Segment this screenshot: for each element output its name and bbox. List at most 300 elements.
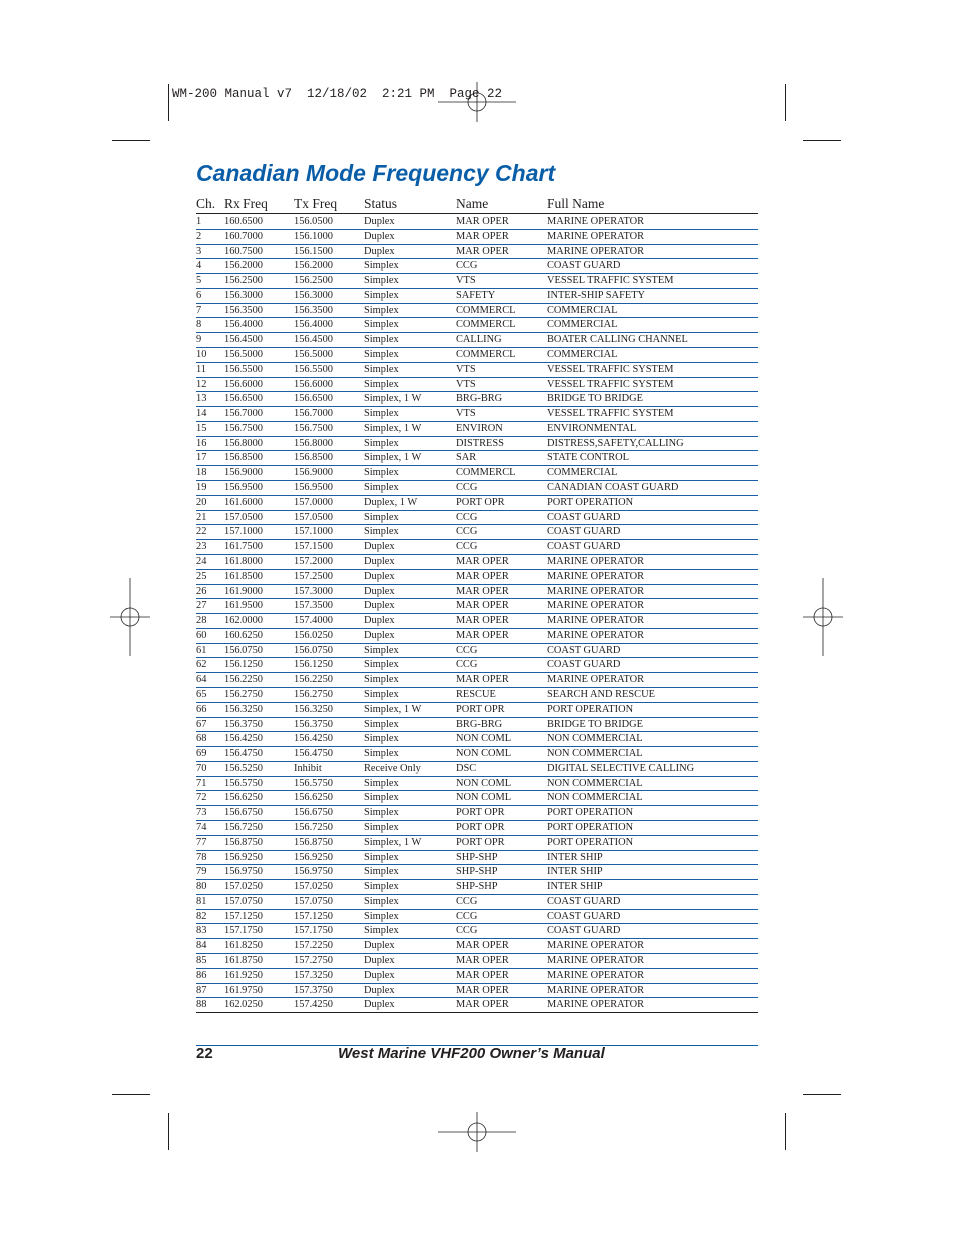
table-row: [196, 836, 758, 851]
cell-name: NON COML: [456, 733, 512, 745]
table-row: [196, 555, 758, 570]
cell-status: Simplex: [364, 408, 399, 420]
table-row: [196, 466, 758, 481]
cell-name: SAFETY: [456, 289, 496, 301]
crop-mark: [785, 1113, 786, 1150]
cell-name: CCG: [456, 526, 478, 538]
cell-rx-freq: 156.9500: [224, 482, 263, 494]
cell-rx-freq: 160.7500: [224, 245, 263, 257]
cell-channel: 77: [196, 836, 207, 848]
table-row: [196, 777, 758, 792]
cell-name: VTS: [456, 275, 476, 287]
cell-channel: 80: [196, 881, 207, 893]
cell-status: Simplex: [364, 910, 399, 922]
cell-status: Simplex, 1 W: [364, 703, 422, 715]
table-row: [196, 378, 758, 393]
cell-tx-freq: 156.4500: [294, 334, 333, 346]
cell-channel: 23: [196, 541, 207, 553]
cell-rx-freq: 156.6500: [224, 393, 263, 405]
table-row: [196, 644, 758, 659]
cell-status: Simplex: [364, 289, 399, 301]
cell-name: COMMERCL: [456, 304, 516, 316]
table-row: [196, 747, 758, 762]
cell-status: Simplex: [364, 851, 399, 863]
cell-full-name: MARINE OPERATOR: [547, 999, 645, 1011]
cell-rx-freq: 156.6000: [224, 378, 263, 390]
cell-channel: 69: [196, 748, 207, 760]
cell-name: NON COML: [456, 777, 512, 789]
cell-full-name: SEARCH AND RESCUE: [547, 688, 655, 700]
table-row: [196, 525, 758, 540]
cell-rx-freq: 161.8250: [224, 940, 263, 952]
table-row: [196, 481, 758, 496]
cell-tx-freq: 156.3750: [294, 718, 333, 730]
cell-name: MAR OPER: [456, 955, 509, 966]
cell-status: Simplex: [364, 895, 399, 907]
cell-rx-freq: 157.0750: [224, 895, 263, 907]
cell-status: Simplex: [364, 674, 399, 686]
cell-rx-freq: 161.8500: [224, 570, 263, 582]
cell-name: MAR OPER: [456, 600, 509, 612]
cell-rx-freq: 161.6000: [224, 496, 263, 508]
cell-full-name: MARINE OPERATOR: [547, 600, 645, 612]
cell-status: Simplex: [364, 334, 399, 346]
cell-full-name: COAST GUARD: [547, 910, 621, 922]
table-row: [196, 245, 758, 260]
cell-full-name: INTER SHIP: [547, 851, 603, 863]
cell-full-name: VESSEL TRAFFIC SYSTEM: [547, 378, 674, 390]
cell-tx-freq: 156.6500: [294, 393, 333, 405]
cell-status: Simplex: [364, 925, 399, 937]
header-rule: [196, 213, 758, 214]
cell-status: Simplex: [364, 319, 399, 331]
cell-tx-freq: 157.1500: [294, 541, 333, 553]
cell-tx-freq: 156.9250: [294, 851, 333, 863]
table-row: [196, 984, 758, 999]
cell-rx-freq: 156.0750: [224, 644, 263, 656]
cell-name: MAR OPER: [456, 629, 509, 641]
cell-status: Simplex: [364, 482, 399, 494]
table-row: [196, 851, 758, 866]
cell-status: Duplex: [364, 230, 395, 242]
cell-status: Duplex: [364, 245, 395, 257]
registration-mark-icon: [438, 82, 516, 122]
cell-name: MAR OPER: [456, 585, 509, 597]
cell-tx-freq: 157.2500: [294, 570, 333, 582]
cell-channel: 17: [196, 452, 207, 464]
cell-full-name: MARINE OPERATOR: [547, 570, 645, 582]
table-row: [196, 732, 758, 747]
table-row: [196, 821, 758, 836]
cell-rx-freq: 160.7000: [224, 230, 263, 242]
cell-rx-freq: 156.2000: [224, 260, 263, 272]
table-row: [196, 939, 758, 954]
cell-tx-freq: 157.1250: [294, 910, 333, 922]
cell-status: Simplex: [364, 777, 399, 789]
cell-name: NON COML: [456, 792, 512, 804]
cell-name: CCG: [456, 541, 478, 553]
cell-channel: 24: [196, 555, 207, 567]
cell-status: Simplex, 1 W: [364, 422, 422, 434]
table-row: [196, 392, 758, 407]
cell-rx-freq: 156.1250: [224, 659, 263, 671]
cell-status: Duplex: [364, 999, 395, 1011]
cell-channel: 87: [196, 984, 207, 996]
cell-full-name: DIGITAL SELECTIVE CALLING: [547, 762, 695, 774]
cell-tx-freq: 156.7000: [294, 408, 333, 420]
table-row: [196, 540, 758, 555]
cell-channel: 3: [196, 245, 202, 257]
cell-rx-freq: 156.9250: [224, 851, 263, 863]
cell-status: Simplex: [364, 881, 399, 893]
cell-name: MAR OPER: [456, 570, 509, 582]
cell-full-name: MARINE OPERATOR: [547, 230, 645, 242]
cell-name: CCG: [456, 910, 478, 922]
cell-tx-freq: 156.9750: [294, 866, 333, 878]
cell-rx-freq: 157.1000: [224, 526, 263, 538]
cell-rx-freq: 157.0500: [224, 511, 263, 523]
cell-full-name: MARINE OPERATOR: [547, 940, 645, 952]
cell-tx-freq: 156.0750: [294, 644, 333, 656]
page-number: 22: [196, 1045, 213, 1062]
cell-status: Simplex: [364, 688, 399, 700]
cell-full-name: COAST GUARD: [547, 895, 621, 907]
registration-mark-icon: [803, 578, 843, 656]
crop-mark: [112, 1094, 150, 1095]
cell-full-name: STATE CONTROL: [547, 452, 630, 464]
cell-full-name: INTER SHIP: [547, 866, 603, 878]
cell-full-name: MARINE OPERATOR: [547, 969, 645, 981]
cell-tx-freq: 156.3500: [294, 304, 333, 316]
cell-tx-freq: 156.7250: [294, 821, 333, 833]
cell-status: Simplex, 1 W: [364, 452, 422, 464]
cell-rx-freq: 156.5000: [224, 349, 263, 361]
cell-channel: 9: [196, 334, 202, 346]
cell-status: Duplex: [364, 615, 395, 627]
cell-channel: 73: [196, 807, 207, 819]
cell-full-name: NON COMMERCIAL: [547, 792, 643, 804]
table-row: [196, 924, 758, 939]
cell-channel: 6: [196, 289, 202, 301]
cell-rx-freq: 162.0250: [224, 999, 263, 1011]
cell-status: Simplex: [364, 437, 399, 449]
cell-status: Simplex: [364, 511, 399, 523]
cell-tx-freq: 157.3000: [294, 585, 333, 597]
cell-channel: 82: [196, 910, 207, 922]
cell-rx-freq: 156.4500: [224, 334, 263, 346]
table-row: [196, 791, 758, 806]
cell-tx-freq: 157.0750: [294, 895, 333, 907]
cell-channel: 1: [196, 216, 202, 227]
cell-full-name: BRIDGE TO BRIDGE: [547, 393, 644, 405]
cell-tx-freq: 156.2750: [294, 688, 333, 700]
cell-rx-freq: 156.3500: [224, 304, 263, 316]
cell-channel: 10: [196, 349, 207, 361]
table-row: [196, 363, 758, 378]
cell-channel: 67: [196, 718, 207, 730]
cell-name: PORT OPR: [456, 807, 505, 819]
cell-channel: 16: [196, 437, 207, 449]
table-row: [196, 422, 758, 437]
cell-tx-freq: 156.9000: [294, 467, 333, 479]
cell-full-name: MARINE OPERATOR: [547, 216, 645, 227]
cell-rx-freq: 156.6250: [224, 792, 263, 804]
cell-status: Simplex: [364, 275, 399, 287]
cell-full-name: BOATER CALLING CHANNEL: [547, 334, 688, 346]
cell-rx-freq: 156.2500: [224, 275, 263, 287]
cell-status: Duplex: [364, 555, 395, 567]
cell-full-name: PORT OPERATION: [547, 496, 634, 508]
cell-name: SAR: [456, 452, 477, 464]
cell-rx-freq: 160.6500: [224, 216, 263, 227]
cell-rx-freq: 156.9750: [224, 866, 263, 878]
cell-full-name: COAST GUARD: [547, 526, 621, 538]
cell-tx-freq: 156.1500: [294, 245, 333, 257]
cell-full-name: MARINE OPERATOR: [547, 955, 645, 966]
cell-name: MAR OPER: [456, 984, 509, 996]
cell-tx-freq: 157.4000: [294, 615, 333, 627]
cell-name: CCG: [456, 644, 478, 656]
cell-tx-freq: 156.3250: [294, 703, 333, 715]
cell-rx-freq: 161.8750: [224, 955, 263, 966]
cell-tx-freq: 157.0000: [294, 496, 333, 508]
cell-status: Simplex: [364, 378, 399, 390]
cell-tx-freq: 156.2000: [294, 260, 333, 272]
cell-rx-freq: 156.2750: [224, 688, 263, 700]
cell-tx-freq: 156.1000: [294, 230, 333, 242]
cell-name: DISTRESS: [456, 437, 504, 449]
cell-tx-freq: 156.9500: [294, 482, 333, 494]
cell-name: RESCUE: [456, 688, 496, 700]
cell-channel: 70: [196, 762, 207, 774]
cell-status: Duplex: [364, 955, 395, 966]
table-row: [196, 762, 758, 777]
cell-channel: 79: [196, 866, 207, 878]
cell-channel: 71: [196, 777, 207, 789]
cell-name: MAR OPER: [456, 940, 509, 952]
cell-channel: 5: [196, 275, 202, 287]
table-row: [196, 954, 758, 969]
cell-status: Simplex: [364, 733, 399, 745]
cell-channel: 11: [196, 363, 207, 375]
cell-status: Duplex: [364, 984, 395, 996]
cell-status: Simplex: [364, 467, 399, 479]
cell-channel: 26: [196, 585, 207, 597]
cell-name: COMMERCL: [456, 319, 516, 331]
cell-status: Simplex: [364, 718, 399, 730]
cell-rx-freq: 156.3000: [224, 289, 263, 301]
table-row: [196, 688, 758, 703]
cell-channel: 85: [196, 955, 207, 966]
cell-full-name: VESSEL TRAFFIC SYSTEM: [547, 363, 674, 375]
cell-rx-freq: 156.8500: [224, 452, 263, 464]
column-header-rx-freq: Rx Freq: [224, 196, 268, 211]
registration-mark-icon: [438, 1112, 516, 1152]
cell-channel: 13: [196, 393, 207, 405]
cell-name: BRG-BRG: [456, 393, 503, 405]
cell-name: ENVIRON: [456, 422, 503, 434]
cell-full-name: ENVIRONMENTAL: [547, 422, 637, 434]
cell-rx-freq: 161.9000: [224, 585, 263, 597]
cell-status: Simplex: [364, 260, 399, 272]
cell-channel: 66: [196, 703, 207, 715]
cell-name: CCG: [456, 482, 478, 494]
cell-full-name: CANADIAN COAST GUARD: [547, 482, 679, 494]
cell-rx-freq: 160.6250: [224, 629, 263, 641]
cell-channel: 65: [196, 688, 207, 700]
cell-tx-freq: 156.0250: [294, 629, 333, 641]
cell-full-name: NON COMMERCIAL: [547, 748, 643, 760]
cell-channel: 64: [196, 674, 207, 686]
table-row: [196, 969, 758, 984]
cell-channel: 68: [196, 733, 207, 745]
cell-tx-freq: Inhibit: [294, 762, 322, 774]
cell-channel: 60: [196, 629, 207, 641]
crop-mark: [112, 140, 150, 141]
table-row: [196, 865, 758, 880]
cell-full-name: COAST GUARD: [547, 644, 621, 656]
cell-full-name: COMMERCIAL: [547, 304, 618, 316]
cell-name: MAR OPER: [456, 615, 509, 627]
cell-tx-freq: 157.0500: [294, 511, 333, 523]
table-row: [196, 259, 758, 274]
cell-name: VTS: [456, 363, 476, 375]
cell-rx-freq: 156.4250: [224, 733, 263, 745]
crop-mark: [803, 140, 841, 141]
cell-tx-freq: 156.2500: [294, 275, 333, 287]
column-header-name: Name: [456, 196, 489, 211]
cell-channel: 74: [196, 821, 207, 833]
cell-rx-freq: 156.7000: [224, 408, 263, 420]
cell-name: CCG: [456, 895, 478, 907]
cell-status: Simplex: [364, 304, 399, 316]
table-row: [196, 318, 758, 333]
table-row: [196, 895, 758, 910]
cell-full-name: COAST GUARD: [547, 925, 621, 937]
table-row: [196, 614, 758, 629]
table-row: [196, 304, 758, 319]
cell-name: MAR OPER: [456, 999, 509, 1011]
cell-rx-freq: 156.9000: [224, 467, 263, 479]
cell-full-name: MARINE OPERATOR: [547, 555, 645, 567]
table-row: [196, 215, 758, 230]
cell-channel: 22: [196, 526, 207, 538]
cell-full-name: PORT OPERATION: [547, 807, 634, 819]
crop-mark: [168, 1113, 169, 1150]
crop-mark: [168, 84, 169, 121]
cell-rx-freq: 157.1750: [224, 925, 263, 937]
cell-rx-freq: 157.0250: [224, 881, 263, 893]
crop-mark: [803, 1094, 841, 1095]
print-slug: WM-200 Manual v7 12/18/02 2:21 PM Page 22: [172, 87, 503, 101]
cell-full-name: COMMERCIAL: [547, 349, 618, 361]
cell-tx-freq: 157.2000: [294, 555, 333, 567]
cell-tx-freq: 157.0250: [294, 881, 333, 893]
cell-name: MAR OPER: [456, 216, 509, 227]
table-row: [196, 806, 758, 821]
cell-rx-freq: 156.3250: [224, 703, 263, 715]
cell-tx-freq: 156.6750: [294, 807, 333, 819]
cell-full-name: NON COMMERCIAL: [547, 777, 643, 789]
cell-tx-freq: 156.4750: [294, 748, 333, 760]
cell-status: Simplex, 1 W: [364, 393, 422, 405]
table-row: [196, 407, 758, 422]
cell-status: Simplex: [364, 748, 399, 760]
cell-status: Simplex: [364, 821, 399, 833]
cell-rx-freq: 156.6750: [224, 807, 263, 819]
registration-mark-icon: [110, 578, 150, 656]
column-header-full-name: Full Name: [547, 196, 605, 211]
cell-status: Duplex: [364, 570, 395, 582]
cell-channel: 78: [196, 851, 207, 863]
cell-rx-freq: 156.7250: [224, 821, 263, 833]
table-row: [196, 718, 758, 733]
cell-channel: 18: [196, 467, 207, 479]
cell-status: Simplex: [364, 807, 399, 819]
cell-rx-freq: 156.7500: [224, 422, 263, 434]
cell-tx-freq: 156.8500: [294, 452, 333, 464]
cell-name: DSC: [456, 762, 477, 774]
footer-title: West Marine VHF200 Owner’s Manual: [338, 1045, 605, 1062]
cell-tx-freq: 156.5750: [294, 777, 333, 789]
cell-channel: 81: [196, 895, 207, 907]
cell-name: COMMERCL: [456, 467, 516, 479]
cell-full-name: MARINE OPERATOR: [547, 674, 645, 686]
table-row: [196, 511, 758, 526]
cell-rx-freq: 156.8750: [224, 836, 263, 848]
cell-channel: 25: [196, 570, 207, 582]
cell-rx-freq: 156.2250: [224, 674, 263, 686]
table-row: [196, 570, 758, 585]
cell-rx-freq: 162.0000: [224, 615, 263, 627]
cell-full-name: MARINE OPERATOR: [547, 585, 645, 597]
cell-rx-freq: 156.5750: [224, 777, 263, 789]
cell-full-name: PORT OPERATION: [547, 821, 634, 833]
cell-channel: 14: [196, 408, 207, 420]
cell-rx-freq: 156.3750: [224, 718, 263, 730]
cell-channel: 28: [196, 615, 207, 627]
table-row: [196, 437, 758, 452]
cell-rx-freq: 161.9250: [224, 969, 263, 981]
cell-name: MAR OPER: [456, 230, 509, 242]
cell-tx-freq: 156.8000: [294, 437, 333, 449]
cell-tx-freq: 156.4000: [294, 319, 333, 331]
cell-status: Duplex: [364, 216, 395, 227]
column-header-ch: Ch.: [196, 196, 216, 211]
cell-name: PORT OPR: [456, 703, 505, 715]
cell-channel: 21: [196, 511, 207, 523]
cell-rx-freq: 156.5250: [224, 762, 263, 774]
cell-channel: 7: [196, 304, 202, 316]
cell-status: Duplex: [364, 969, 395, 981]
table-row: [196, 230, 758, 245]
cell-rx-freq: 161.8000: [224, 555, 263, 567]
table-row: [196, 496, 758, 511]
cell-full-name: PORT OPERATION: [547, 836, 634, 848]
cell-tx-freq: 157.3250: [294, 969, 333, 981]
table-row: [196, 333, 758, 348]
table-bottom-rule: [196, 1012, 758, 1013]
cell-channel: 62: [196, 659, 207, 671]
cell-full-name: BRIDGE TO BRIDGE: [547, 718, 644, 730]
cell-name: NON COML: [456, 748, 512, 760]
cell-channel: 15: [196, 422, 207, 434]
cell-name: VTS: [456, 408, 476, 420]
cell-full-name: NON COMMERCIAL: [547, 733, 643, 745]
cell-status: Receive Only: [364, 762, 421, 774]
cell-channel: 8: [196, 319, 202, 331]
cell-full-name: COMMERCIAL: [547, 467, 618, 479]
